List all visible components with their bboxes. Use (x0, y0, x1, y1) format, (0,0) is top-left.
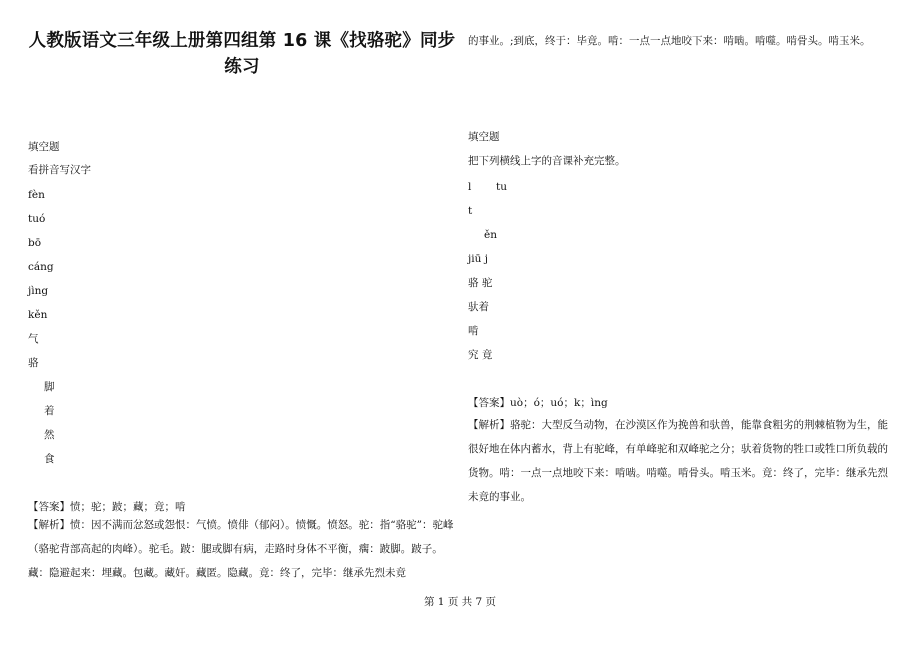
pinyin-item: fèn (28, 189, 45, 201)
pinyin-item: kěn (28, 309, 48, 321)
word-item: 究 竟 (468, 349, 493, 361)
indented-char-item: 然 (44, 429, 55, 441)
indented-char-item: 食 (44, 453, 55, 465)
pinyin-blank-item: tu (496, 181, 507, 193)
pinyin-item: tuó (28, 213, 46, 225)
pinyin-item: jìng (28, 285, 49, 297)
page-footer: 第 1 页 共 7 页 (423, 596, 497, 608)
pinyin-blank-item: jiū j (468, 253, 488, 265)
explanation-text: 【解析】愤：因不满而忿怒或怨恨：气愤。愤俳（郁闷）。愤慨。愤怒。驼：指“骆驼”：驼峰（骆驼背部高起的肉峰）。驼毛。跛：腿或脚有病，走路时身体不平衡，瘸：跛脚。跛子。藏：隐避起来：埋藏。包藏。藏奸。藏匿。隐藏。竟：终了，完毕：继承先烈未竟 (28, 519, 454, 579)
pinyin-item: cáng (28, 261, 54, 273)
left-column (28, 28, 456, 579)
instruction: 把下列横线上字的音课补充完整。 (468, 155, 626, 167)
word-item: 啃 (468, 325, 479, 337)
pinyin-blank-item: t (468, 205, 473, 217)
explanation-text: 【解析】骆驼：大型反刍动物，在沙漠区作为挽兽和驮兽，能靠食粗劣的荆棘植物为生，能很好地在体内蓄水，背上有驼峰，有单峰驼和双峰驼之分；驮着货物的牲口或牲口所负载的货物。啃：一点一点地咬下来：啃啮。啃噬。啃骨头。啃玉米。竟：终了，完毕：继承先烈未竟的事业。 (468, 419, 888, 503)
char-item: 气 (28, 333, 39, 345)
indented-char-item: 着 (44, 405, 55, 417)
pinyin-blank-item: l (468, 181, 472, 193)
answer-text: 【答案】愤；驼；跛；藏；竟；啃 (28, 501, 186, 513)
answer-text: 【答案】uò；ó；uó；k；ìng (468, 397, 608, 409)
char-item: 骆 (28, 357, 39, 369)
explanation-continuation: 的事业。;到底，终于：毕竟。啃：一点一点地咬下来：啃啮。啃噬。啃骨头。啃玉米。 (468, 35, 871, 47)
section-label: 填空题 (28, 141, 60, 153)
word-item: 驮着 (468, 301, 489, 313)
pinyin-blank-item: ěn (484, 229, 497, 241)
section-label: 填空题 (468, 131, 500, 143)
document-title: 人教版语文三年级上册第四组第 16 课《找骆驼》同步练习 (28, 31, 456, 77)
word-item: 骆 驼 (468, 277, 493, 289)
indented-char-item: 脚 (44, 381, 55, 393)
instruction: 看拼音写汉字 (28, 164, 91, 176)
pinyin-item: bō (28, 237, 42, 249)
